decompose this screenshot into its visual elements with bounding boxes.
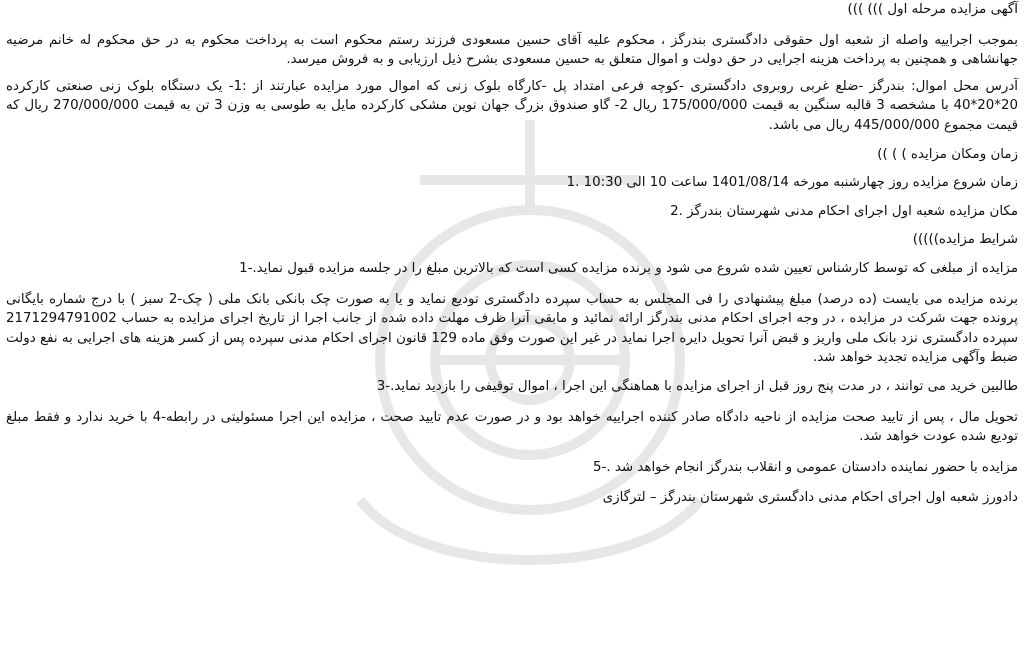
signature: دادورز شعبه اول اجرای احکام مدنی دادگستری شهرستان بندرگز – لترگازی (602, 490, 1018, 506)
auction-location: مکان مزایده شعبه اول اجرای احکام مدنی شهرستان بندرگز .2 (670, 203, 1018, 219)
auction-start-time: زمان شروع مزایده روز چهارشنبه مورخه 1401/08/14 ساعت 10 الی 10:30 .1 (566, 175, 1018, 191)
condition-2: برنده مزایده می بایست (ده درصد) مبلغ پیشنهادی را فی المجلس به حساب سپرده دادگستری تودیع نماید و یا به صورت چک بانکی بانک ملی ( چک-2 سبز ) با درج شماره بایگانی پرونده جهت شرکت در مزایده ، در وجه اجرای احکام مدنی بندرگز ارائه نمائید و مابقی آنرا ظرف مهلت داده شده از جانب اجرا از تاریخ اجرای مزایده به حساب 2171294791002 سپرده دادگستری نزد بانک ملی واریز و قبض آنرا تحویل دایره اجرا نماید در غیر این صورت وفق ماده 129 قانون اجرای احکام مدنی سپرده پس از کسر هزینه های اجرایی به نفع دولت ضبط وآگهی مزایده تجدید خواهد شد. (6, 291, 1018, 366)
condition-3: طالبین خرید می توانند ، در مدت پنج روز قبل از اجرای مزایده با هماهنگی این اجرا ، اموال توقیفی را بازدید نماید.-3 (376, 378, 1018, 394)
condition-1: مزایده از مبلغی که توسط کارشناس تعیین شده شروع می شود و برنده مزایده کسی است که بالاترین مبلغ را در جلسه مزایده قبول نماید.-1 (239, 260, 1018, 276)
conditions-heading: شرایط مزایده))))) (912, 232, 1018, 248)
condition-5: مزایده با حضور نماینده دادستان عمومی و انقلاب بندرگز انجام خواهد شد .-5 (592, 459, 1018, 475)
time-place-heading: زمان ومکان مزایده ) ) )) (877, 146, 1018, 162)
notice-title: آگهی مزایده مرحله اول ))) ))) (847, 2, 1018, 17)
property-address: آدرس محل اموال: بندرگز -ضلع غربی روبروی دادگستری -کوچه فرعی امتداد پل -کارگاه بلوک زنی که اموال مورد مزایده عبارتند از :1- یک دستگاه بلوک زنی صنعتی کارکرده 20*20*40 با مشخصه 3 قالبه سنگین به قیمت 175/000/000 ریال 2- گاو صندوق بزرگ جهان نوین مشکی کارکرده مایل به طوسی به وزن 3 تن به قیمت 270/000/000 ریال که قیمت مجموع 445/000/000 ریال می باشد. (6, 78, 1019, 133)
condition-4: تحویل مال ، پس از تایید صحت مزایده از ناحیه دادگاه صادر کننده اجراییه خواهد بود و در صورت عدم تایید صحت ، مزایده این اجرا مسئولیتی در رابطه-4 با خرید ندارد و فقط مبلغ تودیع شده عودت خواهد شد. (6, 409, 1018, 445)
auction-notice (6, 0, 1018, 508)
notice-intro: بموجب اجراییه واصله از شعبه اول حقوقی دادگستری بندرگز ، محکوم علیه آقای حسین مسعودی فرزند رستم محکوم است به پرداخت محکوم به در حق محکوم له خانم مرضیه جهانشاهی و همچنین به پرداخت هزینه اجرایی در حق دولت و اموال متعلق به حسین مسعودی بشرح ذیل ارزیابی و به فروش میرسد. (6, 32, 1018, 68)
